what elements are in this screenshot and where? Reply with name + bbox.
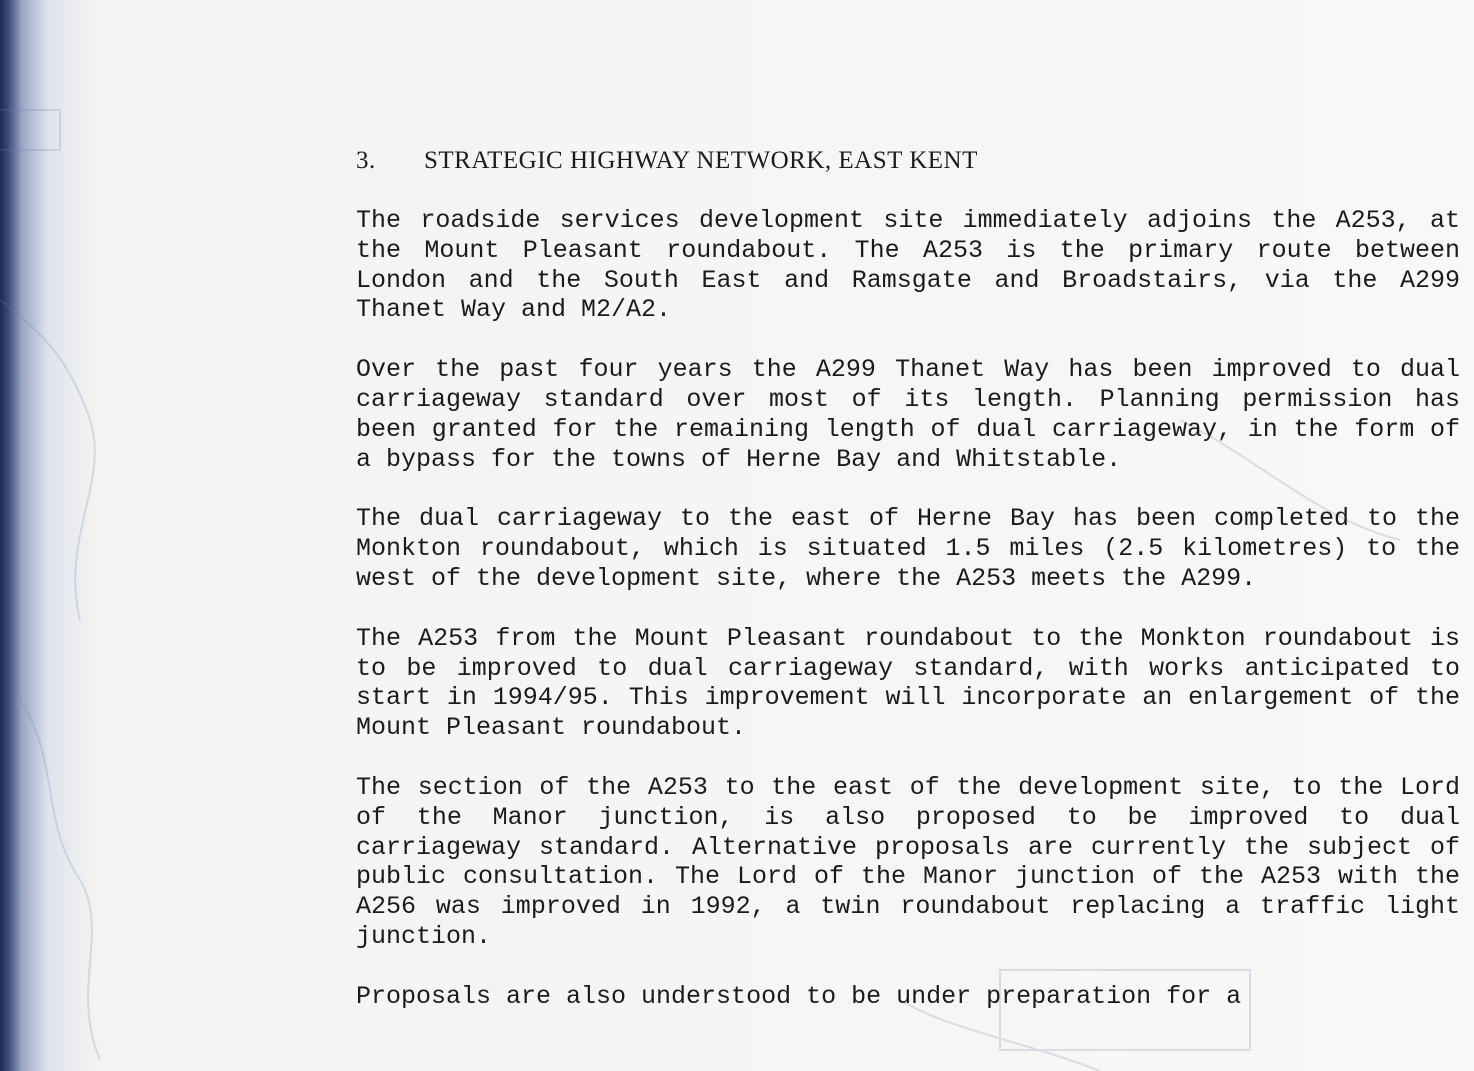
paragraph-lord-of-the-manor: The section of the A253 to the east of the development site, to the Lord of the Manor junction, is also proposed to be improved to dual carriageway standard. Alternative proposals are currently the subject of public consultation. The Lord of the Manor junction of the A253 with the A256 was improved in 1992, a twin roundabout replacing a traffic light junction.: [356, 772, 1460, 951]
section-number: 3.: [356, 147, 376, 174]
paragraph-herne-bay-dual-carriageway: The dual carriageway to the east of Herne Bay has been completed to the Monkton roundabout, which is situated 1.5 miles (2.5 kilometres) to the west of the development site, where the A253 meets the A299.: [356, 504, 1460, 593]
section-title: STRATEGIC HIGHWAY NETWORK, EAST KENT: [424, 147, 978, 174]
paragraph-a253-improvement: The A253 from the Mount Pleasant roundabout to the Monkton roundabout is to be improved to dual carriageway standard, with works anticipated to start in 1994/95. This improvement will incorporate an enlargement of the Mount Pleasant roundabout.: [356, 623, 1460, 743]
paragraph-thanet-way: Over the past four years the A299 Thanet Way has been improved to dual carriageway standard over most of its length. Planning permission has been granted for the remaining length of dual carriageway, in the form of a bypass for the towns of Herne Bay and Whitstable.: [356, 355, 1460, 474]
paragraph-roadside-services: The roadside services development site immediately adjoins the A253, at the Mount Pleasant roundabout. The A253 is the primary route between London and the South East and Ramsgate and Broadstairs, via the A299 Thanet Way and M2/A2.: [356, 206, 1460, 325]
document-body: [356, 146, 1460, 1012]
paragraph-proposals: Proposals are also understood to be under preparation for a: [356, 981, 1242, 1011]
section-heading: [356, 146, 1460, 176]
